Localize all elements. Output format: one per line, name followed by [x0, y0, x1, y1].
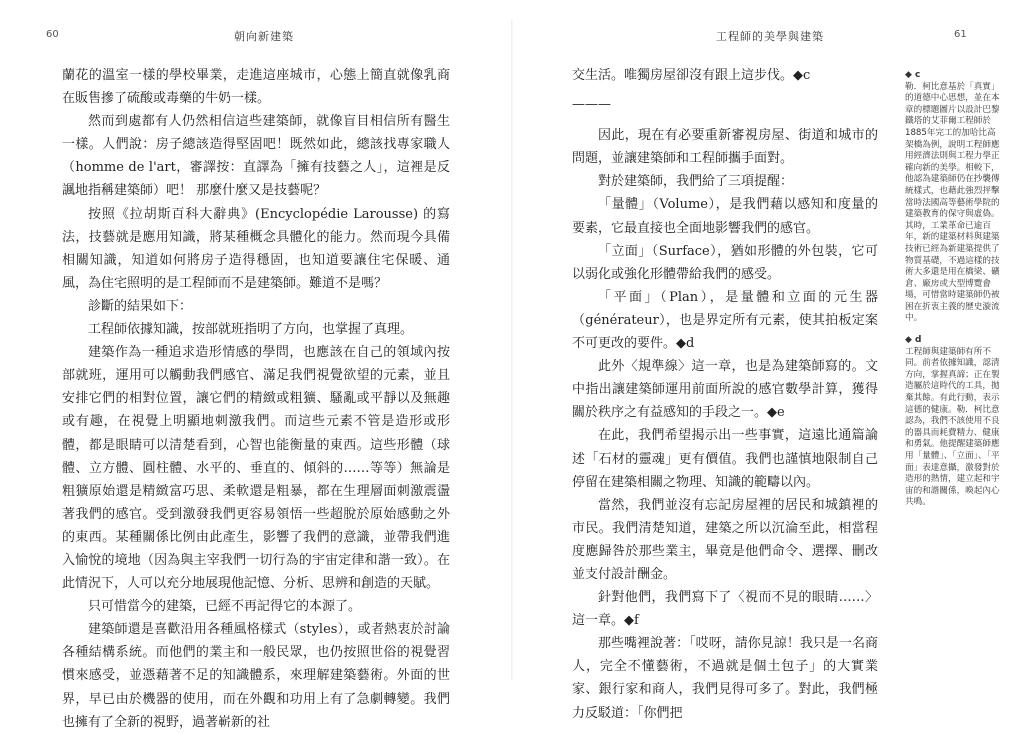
left-paragraph: 建築師還是喜歡沿用各種風格樣式（styles），或者熱衷於討論各種結構系統。而他們的業主和一般民眾，也仍按照世俗的視覺習慣來感受，並憑藉著不足的知識體系，來理解建築藝術。外面的世界，早已由於機器的使用，而在外觀和功用上有了急劇轉變。我們也擁有了全新的視野，過著嶄新的社 — [62, 622, 450, 730]
right-page-number: 61 — [954, 29, 967, 40]
left-page-number: 60 — [46, 29, 59, 40]
right-paragraph: 「立面」（Surface），猶如形體的外包裝，它可以弱化或強化形體帶給我們的感受。 — [572, 243, 878, 282]
right-paragraph: 交生活。唯獨房屋卻沒有跟上這步伐。◆c — [572, 68, 811, 83]
side-note-text: 勒．柯比意基於「真實」的道德中心思想，並在本章的標題圖片以設計巴黎鐵塔的艾菲爾工程師於1885年完工的加哈比高架橋為例，說明工程師應用經濟法則與工程力學正確向新的美學。相較下，他認為建築師仍在抄襲傳統樣式，也藉此強烈抨擊當時法國高等藝術學院的建築教育的保守與虛偽。其時，工業革命已逾百年，新的建築材料與建築技術已經為新建築提供了物質基礎，不過這樣的技術大多還是用在橋梁、礦倉、廠房或大型博覽會場，可惜當時建築師仍被困在折衷主義的歷史漩流中。 — [905, 81, 1000, 324]
right-paragraph: 「量體」（Volume），是我們藉以感知和度量的要素，它最直接也全面地影響我們的感官。 — [572, 197, 878, 236]
side-notes — [905, 70, 1003, 509]
right-paragraph: 當然，我們並沒有忘記房屋裡的居民和城鎮裡的市民。我們清楚知道，建築之所以沉淪至此，相當程度應歸咎於那些業主，畢竟是他們命令、選擇、刪改並支付設計酬金。 — [572, 497, 878, 582]
side-note-marker: ◆ d — [905, 335, 922, 346]
right-paragraph: 此外〈規準線〉這一章，也是為建築師寫的。文中指出讓建築師運用前面所說的感官數學計算，獲得關於秩序之有益感知的手段之一。◆e — [572, 359, 878, 421]
left-paragraph: 然而到處都有人仍然相信這些建築師，就像盲目相信所有醫生一樣。人們說：房子總該造得堅固吧！既然如此，總該找專家職人（homme de l'art，審譯按：直譯為「擁有技藝之人」，這裡是反諷地指稱建築師）吧！ 那麼什麼又是技藝呢？ — [62, 114, 450, 199]
right-running-head: 工程師的美學與建築 — [716, 30, 824, 43]
left-paragraph: 診斷的結果如下： — [88, 298, 193, 314]
left-paragraph: 蘭花的溫室一樣的學校畢業，走進這座城市，心態上簡直就像乳商在販售摻了硫酸或毒藥的牛奶一樣。 — [62, 68, 450, 107]
left-page-body — [62, 64, 450, 734]
left-paragraph: 工程師依據知識，按部就班指明了方向，也掌握了真理。 — [88, 322, 414, 338]
left-running-head: 朝向新建築 — [234, 30, 294, 43]
right-paragraph: ——— — [572, 97, 611, 113]
right-paragraph: 在此，我們希望揭示出一些事實，這遠比通篇論述「石材的靈魂」更有價值。我們也謹慎地限制自己停留在建築相關之物理、知識的範疇以內。 — [572, 428, 878, 490]
book-gutter — [511, 20, 513, 680]
right-paragraph: 對於建築師，我們給了三項提醒： — [598, 174, 794, 190]
left-paragraph: 只可惜當今的建築，已經不再記得它的本源了。 — [88, 599, 362, 615]
side-note-text: 工程師與建築師有所不同。前者依據知識，認清方向，掌握真諦；正在製造屬於這時代的工具，拋棄其餘。有此行動，表示這德的健康。勒．柯比意認為，我們不該使用不良的器具而耗費精力、健康和勇氣。他提醒建築師應用「量體」、「立面」、「平面」表達意攝，激發對於造形的熱情，建立起和宇宙的和諧關係，喚起內心共鳴。 — [905, 346, 1000, 508]
right-paragraph: 因此，現在有必要重新審視房屋、街道和城市的問題，並讓建築師和工程師攜手面對。 — [572, 128, 878, 167]
right-page-body — [572, 64, 878, 725]
left-paragraph: 按照《拉胡斯百科大辭典》(Encyclopédie Larousse) 的寫法，技藝就是應用知識，將某種概念具體化的能力。然而現今具備相關知識，知道如何將房子造得穩固，也知道要讓住宅保暖、通風，為住宅照明的是工程師而不是建築師。難道不是嗎？ — [62, 206, 450, 291]
right-paragraph: 「平面」（Plan），是量體和立面的元生器（générateur），也是界定所有元素，使其拍板定案不可更改的要件。◆d — [572, 289, 878, 352]
side-note-marker: ◆ c — [905, 70, 921, 80]
left-paragraph: 建築作為一種追求造形情感的學問，也應該在自己的領域內按部就班，運用可以觸動我們感官、滿足我們視覺欲望的元素，並且安排它們的相對位置，讓它們的精緻或粗獷、騷亂或平靜以及無趣或有趣，在視覺上明顯地刺激我們。而這些元素不管是造形或形體，都是眼睛可以清楚看到，心智也能衡量的東西。這些形體（球體、立方體、圓柱體、水平的、垂直的、傾斜的……等等）無論是粗獷原始還是精緻富巧思、柔軟還是粗暴，都在生理層面刺激震盪著我們的感官。受到激發我們更容易領悟一些超脫於原始感動之外的東西。某種關係比例由此產生，影響了我們的意識，並帶我們進入愉悅的境地（因為與主宰我們一切行為的宇宙定律和諧一致）。在此情況下，人可以充分地展現他記憶、分析、思辨和創造的天賦。 — [62, 345, 450, 592]
right-paragraph: 針對他們，我們寫下了〈視而不見的眼睛……〉這一章。◆f — [572, 590, 878, 629]
right-paragraph: 那些嘴裡說著：「哎呀，請你見諒！我只是一名商人，完全不懂藝術，不過就是個土包子」的大實業家、銀行家和商人，我們見得可多了。對此，我們極力反駁道：「你們把 — [572, 636, 878, 721]
